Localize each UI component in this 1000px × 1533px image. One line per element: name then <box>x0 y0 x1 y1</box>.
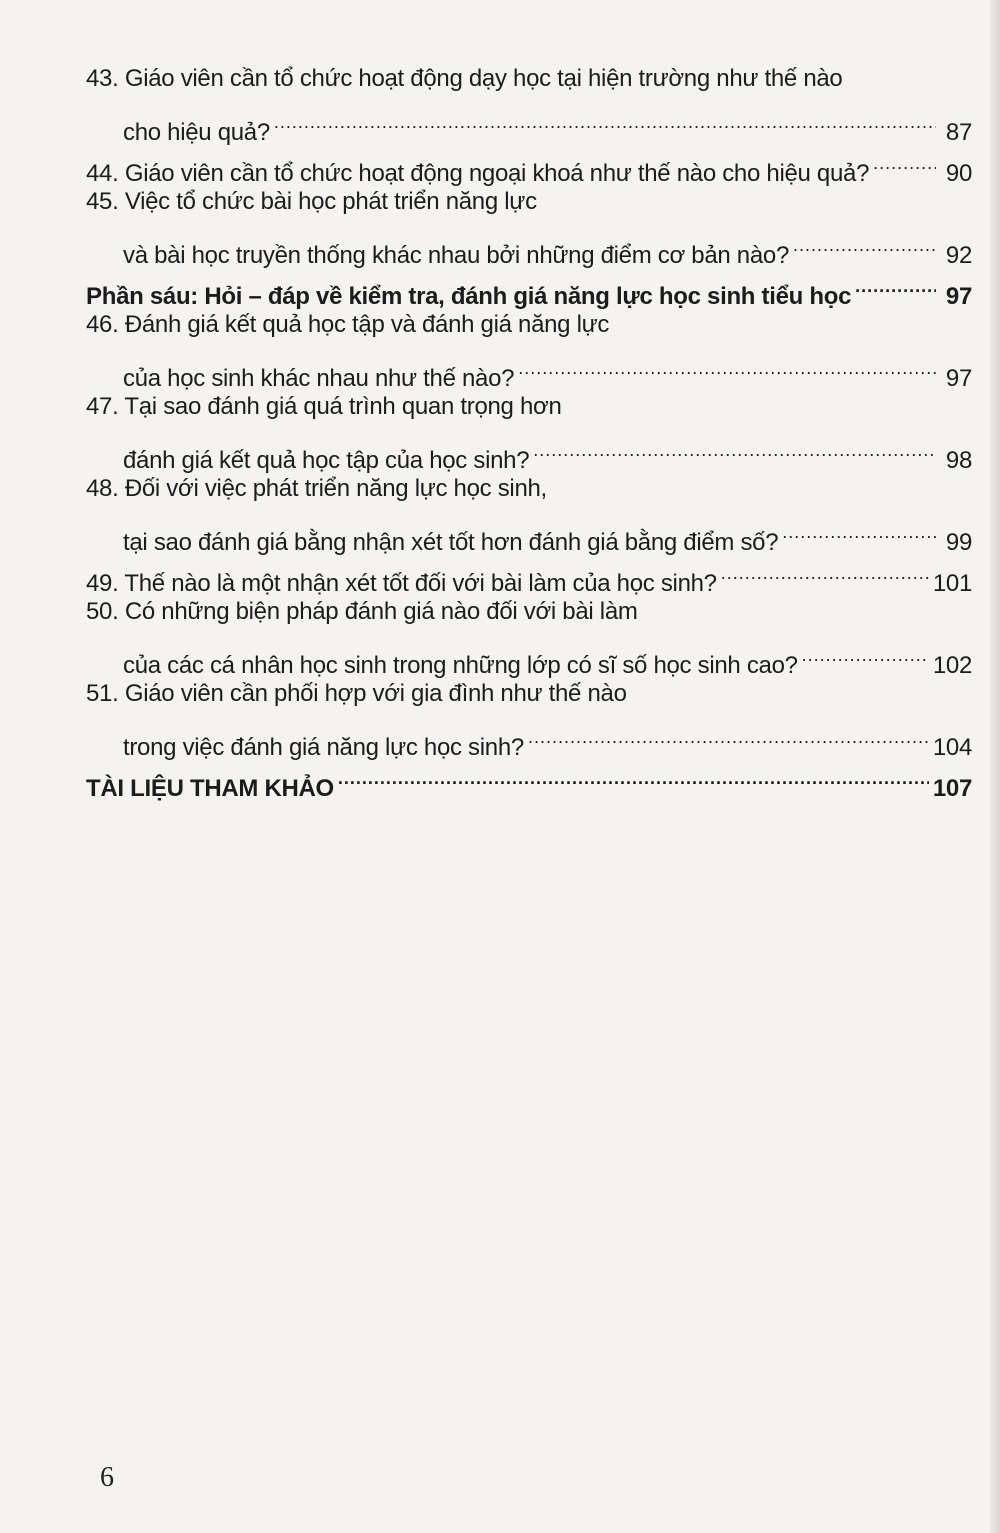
dot-leader <box>721 550 929 591</box>
toc-entry-title: 44. Giáo viên cần tổ chức hoạt động ngoại khoá như thế nào cho hiệu quả? <box>86 160 870 187</box>
toc-entry-title: TÀI LIỆU THAM KHẢO <box>86 775 334 802</box>
toc-line <box>86 222 972 269</box>
toc-entry-title: 43. Giáo viên cần tổ chức hoạt động dạy học tại hiện trường như thế nào <box>86 65 843 92</box>
toc-page-number: 90 <box>945 160 972 187</box>
toc-line <box>86 509 972 556</box>
toc-entry <box>86 386 972 474</box>
toc-entry <box>86 591 972 679</box>
toc-line <box>86 673 972 714</box>
toc-entry-title: đánh giá kết quả học tập của học sinh? <box>123 447 530 474</box>
toc-entry-title: 51. Giáo viên cần phối hợp với gia đình như thế nào <box>86 680 627 707</box>
page-number: 6 <box>100 1462 114 1493</box>
toc-line <box>86 714 972 761</box>
dot-leader <box>533 427 936 468</box>
toc-line <box>86 427 972 474</box>
dot-leader <box>855 263 936 304</box>
toc-entry <box>86 468 972 556</box>
table-of-contents <box>86 58 972 802</box>
toc-line <box>86 632 972 679</box>
toc-page-number: 92 <box>945 242 972 269</box>
dot-leader <box>338 755 929 796</box>
toc-page-number: 98 <box>945 447 972 474</box>
toc-entry-title: 46. Đánh giá kết quả học tập và đánh giá năng lực <box>86 311 610 338</box>
dot-leader <box>782 509 936 550</box>
toc-page-number: 102 <box>932 652 972 679</box>
toc-entry-title: 47. Tại sao đánh giá quá trình quan trọng hơn <box>86 393 562 420</box>
toc-page-number: 101 <box>932 570 972 597</box>
toc-page-number: 97 <box>945 365 972 392</box>
toc-line <box>86 58 972 99</box>
toc-line <box>86 345 972 392</box>
page-edge <box>990 0 1000 1533</box>
toc-line <box>86 591 972 632</box>
dot-leader <box>528 714 929 755</box>
toc-line <box>86 468 972 509</box>
dot-leader <box>802 632 929 673</box>
toc-page-number: 87 <box>945 119 972 146</box>
toc-line <box>86 99 972 146</box>
toc-entry-title: tại sao đánh giá bằng nhận xét tốt hơn đánh giá bằng điểm số? <box>123 529 779 556</box>
toc-entry-title: 45. Việc tổ chức bài học phát triển năng lực <box>86 188 537 215</box>
toc-entry-title: 48. Đối với việc phát triển năng lực học sinh, <box>86 475 547 502</box>
toc-page-number: 107 <box>932 775 972 802</box>
toc-entry-title: và bài học truyền thống khác nhau bởi những điểm cơ bản nào? <box>123 242 790 269</box>
dot-leader <box>274 99 936 140</box>
toc-entry-title: trong việc đánh giá năng lực học sinh? <box>123 734 524 761</box>
toc-entry <box>86 673 972 761</box>
toc-entry <box>86 58 972 146</box>
dot-leader <box>518 345 936 386</box>
toc-entry-title: Phần sáu: Hỏi – đáp về kiểm tra, đánh giá năng lực học sinh tiểu học <box>86 283 852 310</box>
toc-entry-title: cho hiệu quả? <box>123 119 270 146</box>
dot-leader <box>793 222 936 263</box>
toc-page-number: 104 <box>932 734 972 761</box>
toc-page-number: 99 <box>945 529 972 556</box>
toc-entry-title: 50. Có những biện pháp đánh giá nào đối với bài làm <box>86 598 638 625</box>
toc-entry-title: 49. Thế nào là một nhận xét tốt đối với bài làm của học sinh? <box>86 570 717 597</box>
toc-line <box>86 386 972 427</box>
toc-entry-title: của học sinh khác nhau như thế nào? <box>123 365 515 392</box>
dot-leader <box>873 140 936 181</box>
toc-entry-title: của các cá nhân học sinh trong những lớp có sĩ số học sinh cao? <box>123 652 798 679</box>
toc-page-number: 97 <box>945 283 972 310</box>
